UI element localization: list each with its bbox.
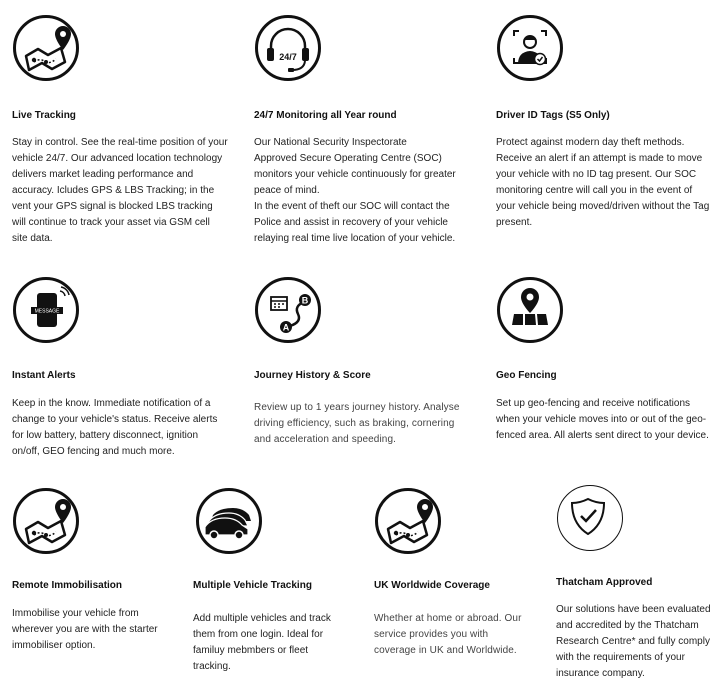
text-line: Receive an alert if an attempt is made to move xyxy=(496,153,703,164)
text-line: vehicle 24/7. Our advanced location technology xyxy=(12,153,223,164)
feature-title: Geo Fencing xyxy=(496,370,557,381)
feature-title: Thatcham Approved xyxy=(556,577,653,588)
feature-description xyxy=(193,611,331,675)
text-line: Stay in control. See the real-time position of your xyxy=(12,137,228,148)
feature-description xyxy=(496,135,709,231)
feature-description xyxy=(12,396,217,460)
feature-title: UK Worldwide Coverage xyxy=(374,580,490,591)
text-line: driving efficiency, such as braking, cornering xyxy=(254,418,455,429)
text-line: change to your vehicle's status. Receive alerts xyxy=(12,414,218,425)
text-line: when your vehicle moves into or out of the geo- xyxy=(496,414,707,425)
text-line: Protect against modern day theft methods. xyxy=(496,137,685,148)
map-pin-route-icon xyxy=(375,488,441,554)
feature-title: 24/7 Monitoring all Year round xyxy=(254,110,397,121)
text-line: Our National Security Inspectorate xyxy=(254,137,407,148)
feature-title: Remote Immobilisation xyxy=(12,580,123,591)
feature-description xyxy=(12,135,228,247)
text-line: insurance company. xyxy=(556,668,645,679)
text-line: monitoring centre will call you in the event of xyxy=(496,185,693,196)
text-line: Add multiple vehicles and track xyxy=(193,613,331,624)
text-line: Approved Secure Operating Centre (SOC) xyxy=(254,153,442,164)
text-line: Research Centre* and fully comply xyxy=(556,636,710,647)
text-line: In the event of theft our SOC will contact the xyxy=(254,201,450,212)
text-line: your vehicle with no ID tag present. Our SOC xyxy=(496,169,697,180)
text-line: immobiliser option. xyxy=(12,640,96,651)
icon-text: MESSAGE xyxy=(34,308,60,315)
icon-label-b: B xyxy=(301,295,309,306)
text-line: coverage in UK and Worldwide. xyxy=(374,645,517,656)
feature-title: Driver ID Tags (S5 Only) xyxy=(496,110,610,121)
text-line: your vehicle being moved/driven without the Tag xyxy=(496,201,710,212)
text-line: fenced area. All alerts sent direct to your device. xyxy=(496,430,709,441)
driver-id-icon xyxy=(497,15,563,81)
feature-title: Multiple Vehicle Tracking xyxy=(193,580,312,591)
text-line: Review up to 1 years journey history. Analyse xyxy=(254,402,460,413)
icon-text: 24/7 xyxy=(279,52,297,62)
text-line: for low battery, battery disconnect, ignition xyxy=(12,430,199,441)
text-line: wherever you are with the starter xyxy=(12,624,158,635)
text-line: with the requirements of your xyxy=(556,652,685,663)
geo-fence-map-icon xyxy=(497,277,563,343)
feature-description xyxy=(374,611,522,659)
map-pin-route-icon xyxy=(13,488,79,554)
text-line: Keep in the know. Immediate notification of a xyxy=(12,398,211,409)
feature-description xyxy=(556,602,711,682)
feature-title: Instant Alerts xyxy=(12,370,76,381)
shield-check-icon xyxy=(557,485,623,551)
feature-description xyxy=(254,135,456,247)
text-line: and acceleration and speeding. xyxy=(254,434,396,445)
text-line: them from one login. Ideal for xyxy=(193,629,324,640)
map-pin-route-icon xyxy=(13,15,79,81)
multiple-cars-icon xyxy=(196,488,262,554)
text-line: relaying real time live location of your vehicle. xyxy=(254,233,456,244)
text-line: present. xyxy=(496,217,533,228)
text-line: delivers market leading performance and xyxy=(12,169,194,180)
text-line: Police and assist in recovery of your vehicle xyxy=(254,217,448,228)
text-line: tracking. xyxy=(193,661,231,672)
icon-label-a: A xyxy=(282,322,290,333)
text-line: vent your GPS signal is blocked LBS tracking xyxy=(12,201,213,212)
journey-route-icon xyxy=(255,277,321,343)
feature-description xyxy=(254,400,460,448)
feature-title: Live Tracking xyxy=(12,110,76,121)
text-line: site data. xyxy=(12,233,53,244)
text-line: Our solutions have been evaluated xyxy=(556,604,711,615)
text-line: service provides you with xyxy=(374,629,489,640)
feature-title: Journey History & Score xyxy=(254,370,371,381)
text-line: monitors your vehicle continuously for greater xyxy=(254,169,456,180)
feature-description xyxy=(12,606,158,654)
text-line: accuracy. Icludes GPS & LBS Tracking; in the xyxy=(12,185,215,196)
feature-description xyxy=(496,396,709,444)
headset-icon xyxy=(255,15,321,81)
text-line: Set up geo-fencing and receive notifications xyxy=(496,398,691,409)
text-line: and accredited by the Thatcham xyxy=(556,620,699,631)
text-line: Whether at home or abroad. Our xyxy=(374,613,522,624)
phone-message-icon xyxy=(13,277,79,343)
text-line: familuy mebmbers or fleet xyxy=(193,645,309,656)
text-line: will continue to track your asset via GSM cell xyxy=(12,217,210,228)
text-line: peace of mind. xyxy=(254,185,320,196)
text-line: on/off, GEO fencing and much more. xyxy=(12,446,175,457)
text-line: Immobilise your vehicle from xyxy=(12,608,139,619)
